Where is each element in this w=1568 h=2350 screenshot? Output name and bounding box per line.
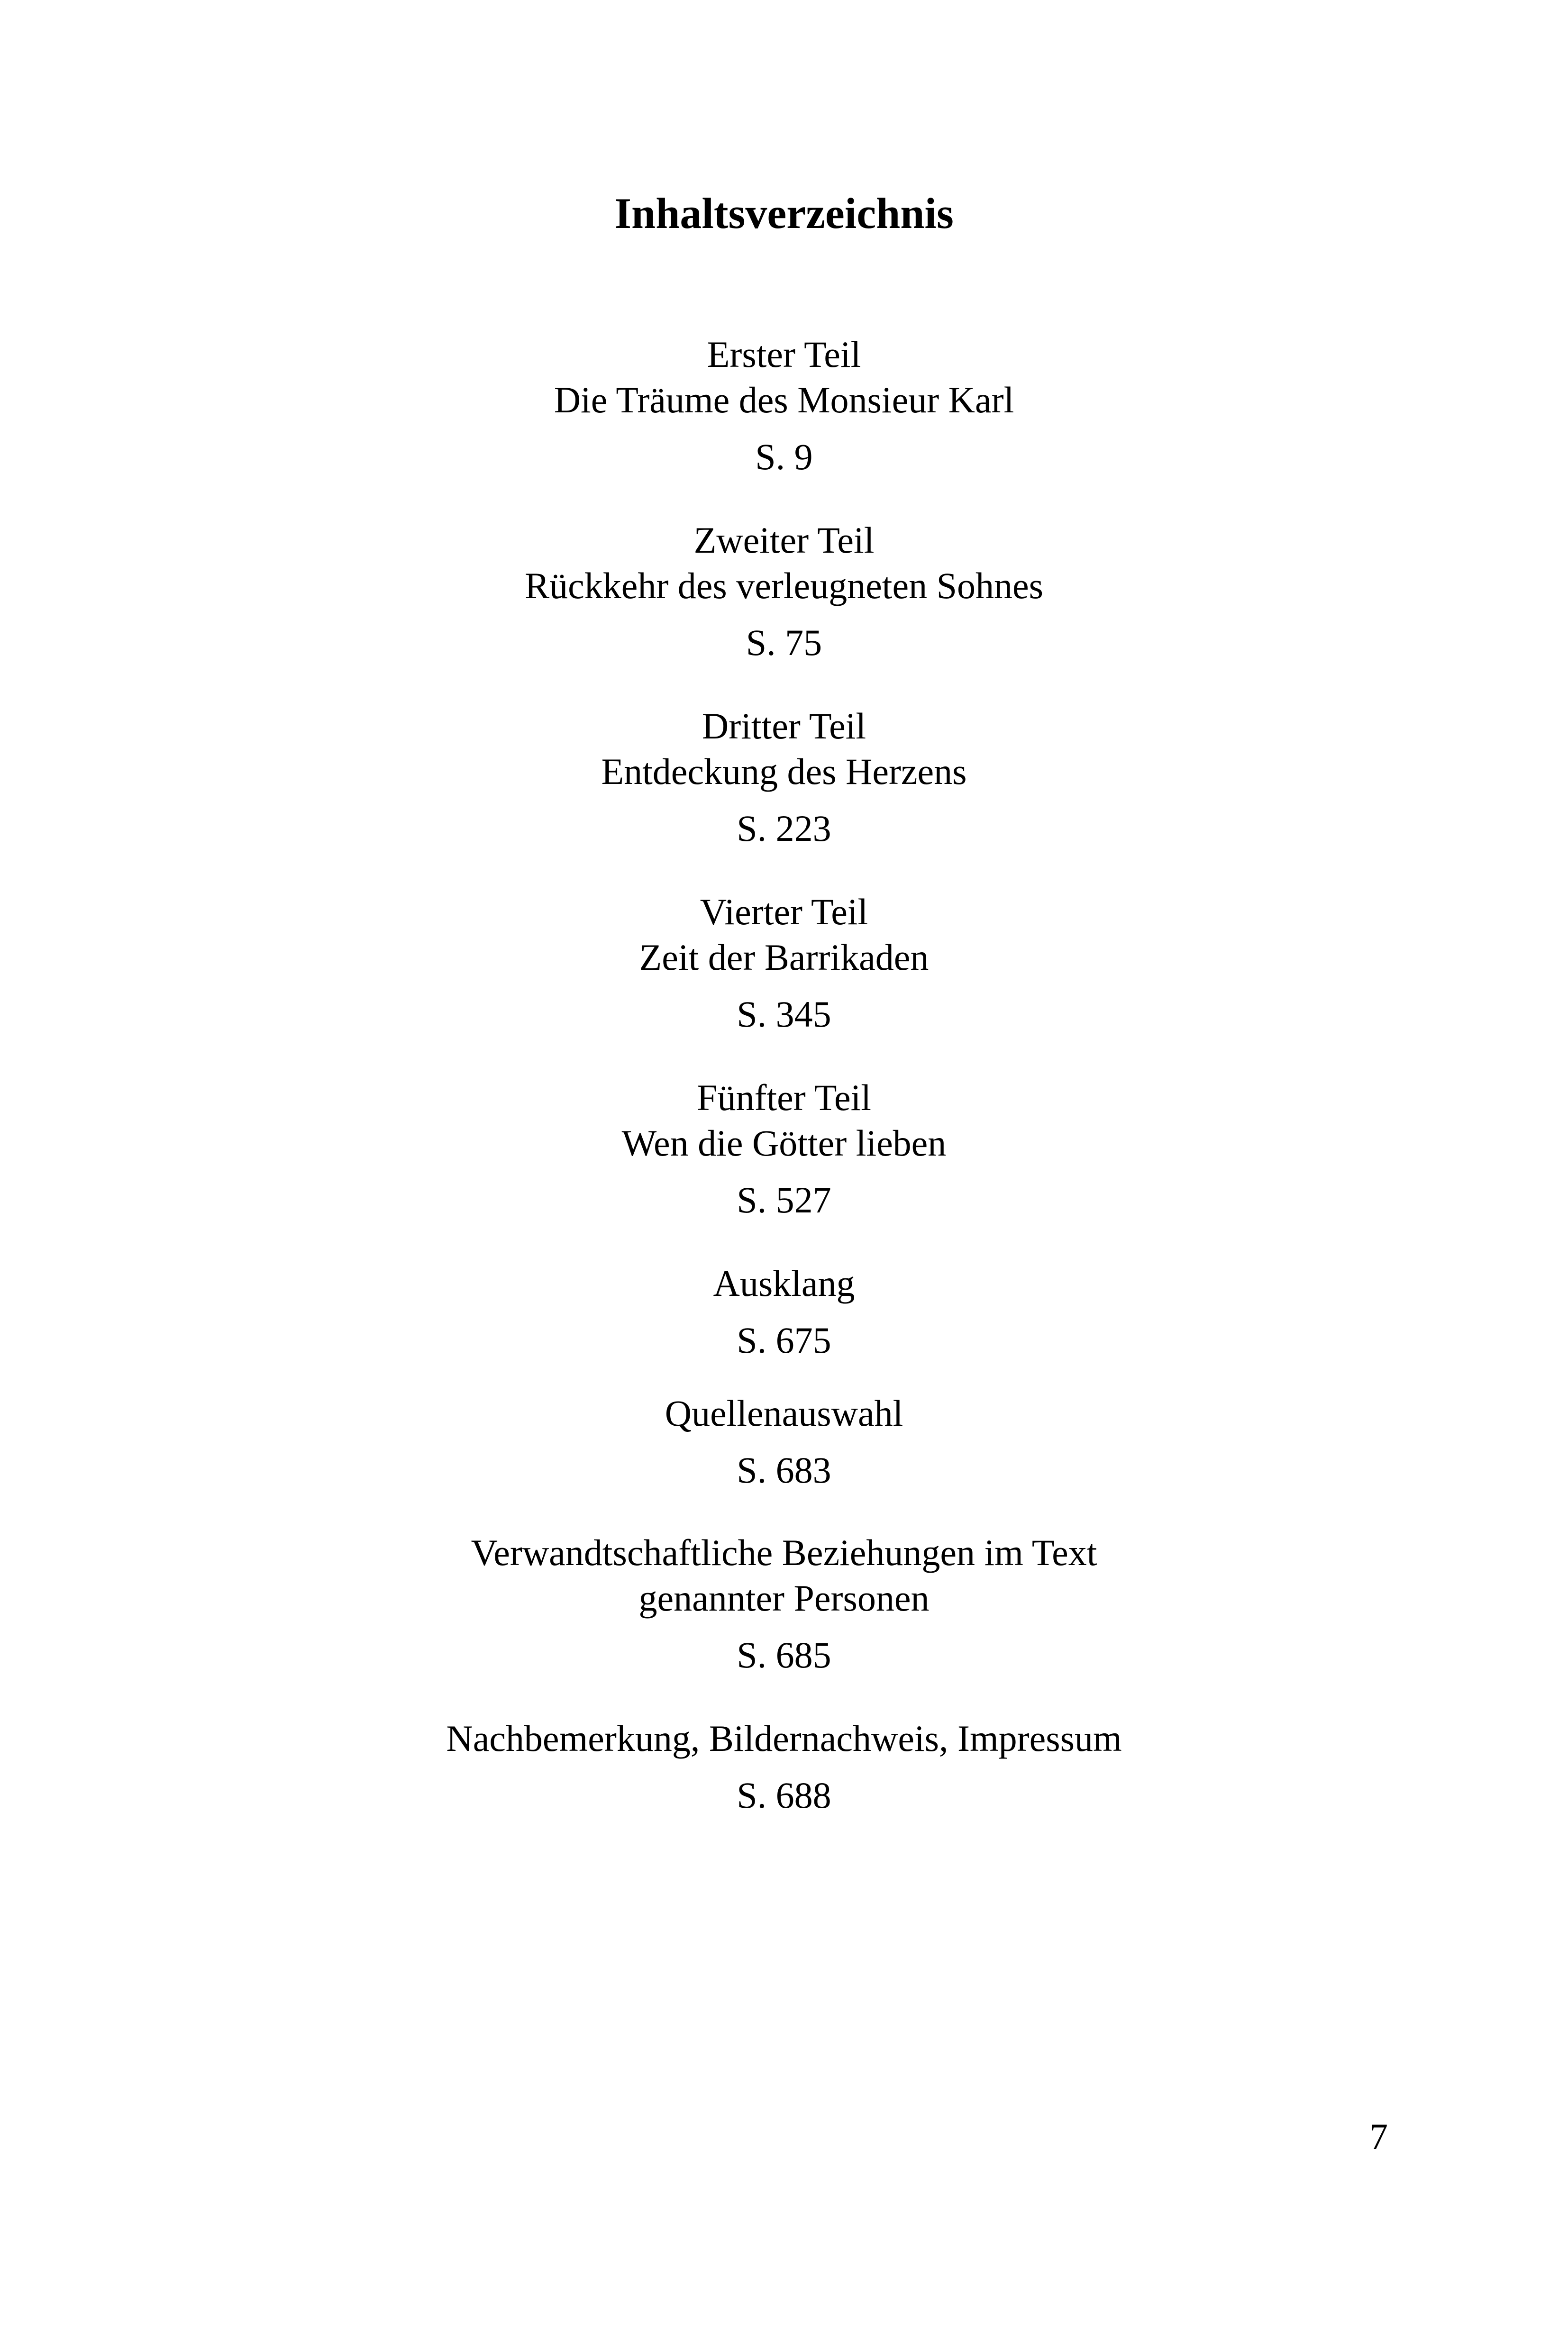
toc-entry-dritter-teil — [0, 703, 1568, 851]
page-title: Inhaltsverzeichnis — [614, 189, 954, 237]
toc-entry-vierter-teil — [0, 889, 1568, 1037]
toc-entry-page: S. 675 — [737, 1320, 831, 1361]
toc-entry-title: Zeit der Barrikaden — [639, 937, 929, 978]
toc-entry-label: Fünfter Teil — [697, 1077, 871, 1118]
toc-entry-title: Verwandtschaftliche Beziehungen im Text — [471, 1532, 1097, 1573]
page-number: 7 — [1369, 2116, 1388, 2157]
toc-entry-label: Zweiter Teil — [693, 519, 875, 561]
toc-entry-page: S. 683 — [737, 1449, 831, 1491]
toc-entry-verwandtschaftliche-beziehungen — [0, 1530, 1568, 1678]
toc-entry-label: Dritter Teil — [702, 705, 866, 747]
toc-entry-page: S. 345 — [737, 993, 831, 1035]
toc-entry-title-continued: genannter Personen — [638, 1577, 930, 1619]
toc-entry-page: S. 688 — [737, 1775, 831, 1816]
toc-entry-label: Vierter Teil — [700, 891, 868, 932]
toc-entry-title: Wen die Götter lieben — [621, 1122, 947, 1164]
toc-entry-title: Quellenauswahl — [665, 1393, 903, 1434]
toc-entry-title: Rückkehr des verleugneten Sohnes — [525, 565, 1043, 606]
toc-entry-zweiter-teil — [0, 518, 1568, 665]
toc-entry-quellenauswahl — [0, 1391, 1568, 1493]
toc-entry-title: Nachbemerkung, Bildernachweis, Impressum — [446, 1718, 1122, 1759]
toc-entry-page: S. 685 — [737, 1634, 831, 1676]
toc-entry-page: S. 9 — [755, 436, 813, 477]
toc-entry-label: Erster Teil — [707, 334, 861, 375]
toc-entry-page: S. 223 — [737, 808, 831, 849]
toc-entry-page: S. 527 — [737, 1179, 831, 1221]
toc-entry-ausklang — [0, 1261, 1568, 1363]
toc-entry-title: Ausklang — [713, 1263, 855, 1304]
toc-entry-title: Die Träume des Monsieur Karl — [554, 379, 1014, 420]
toc-entry-erster-teil — [0, 332, 1568, 480]
toc-entry-page: S. 75 — [746, 622, 822, 663]
toc-entry-nachbemerkung — [0, 1716, 1568, 1818]
toc-entry-fuenfter-teil — [0, 1075, 1568, 1223]
toc-entry-title: Entdeckung des Herzens — [601, 751, 967, 792]
